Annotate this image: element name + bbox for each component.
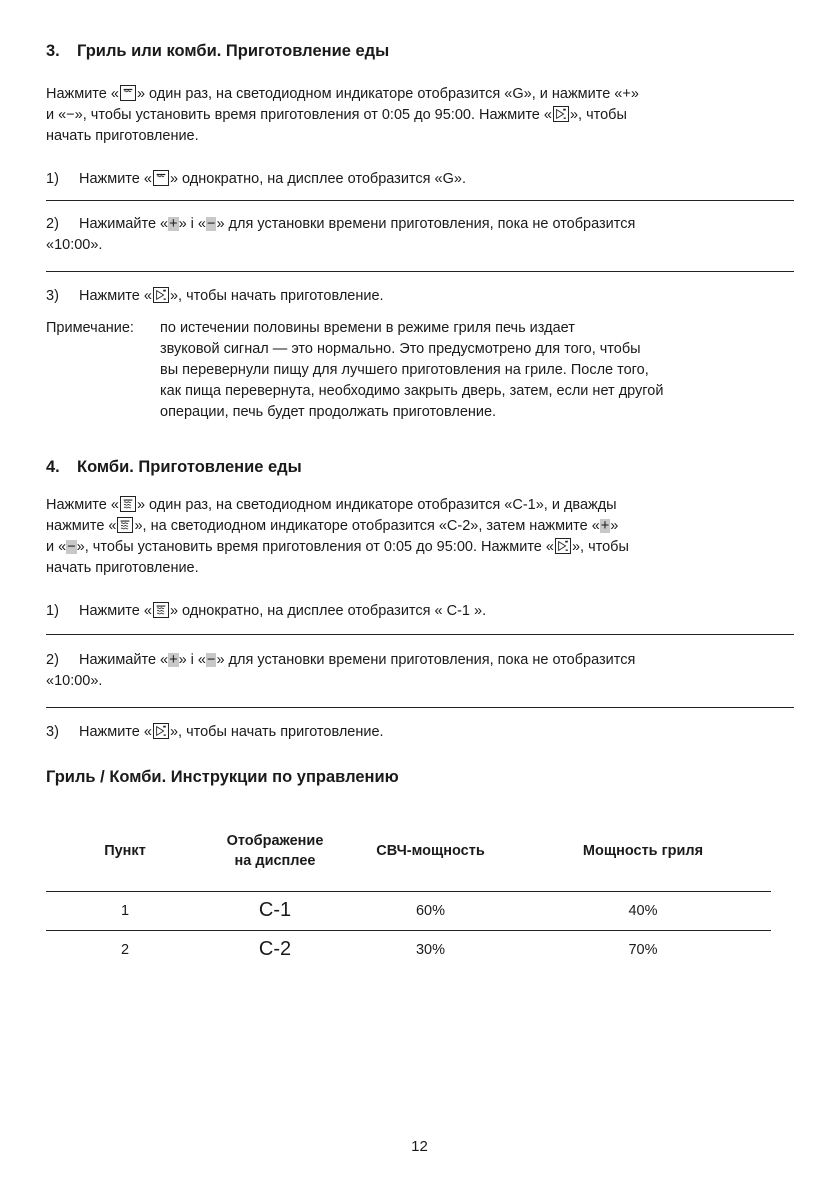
power-table xyxy=(46,812,771,969)
grill-button-icon xyxy=(153,170,169,186)
section-4-heading xyxy=(46,458,302,477)
section-4-intro: Нажмите « » один раз, на светодиодном индикаторе отобразится «С-1», и дважды нажмите « », на светодиодном индикаторе отобразится «С-2», затем нажмите «+» и «−», чтобы установить время приготовления от 0:05 до 95:00. Нажмите « », чтобы начать приготовление. xyxy=(46,497,629,576)
section-4-step-3: 3) Нажмите « », чтобы начать приготовление. xyxy=(46,724,384,740)
note-label: Примечание: xyxy=(46,320,134,336)
plus-key: + xyxy=(169,652,178,668)
section-3-intro: Нажмите « » один раз, на светодиодном индикаторе отобразится «G», и нажмите «+» и «−», чтобы установить время приготовления от 0:05 до 95:00. Нажмите « », чтобы начать приготовление. xyxy=(46,86,639,144)
start-button-icon xyxy=(153,723,169,739)
section-4-step-1: 1) Нажмите « » однократно, на дисплее отобразится « С-1 ». xyxy=(46,603,487,619)
divider xyxy=(46,271,794,272)
section-3-step-2: 2) Нажимайте «+» і «−» для установки времени приготовления, пока не отобразится «10:00». xyxy=(46,216,636,253)
minus-key: − xyxy=(207,216,216,232)
start-button-icon xyxy=(153,287,169,303)
note xyxy=(46,318,794,423)
col-item-header: Пункт xyxy=(104,843,146,860)
divider xyxy=(46,200,794,201)
table-heading: Гриль / Комби. Инструкции по управлению xyxy=(46,768,399,786)
minus-key: − xyxy=(207,652,216,668)
divider xyxy=(46,634,794,635)
combi-button-icon xyxy=(117,517,133,533)
cell-mw: 30% xyxy=(415,941,446,958)
start-button-icon xyxy=(553,106,569,122)
start-button-icon xyxy=(555,538,571,554)
col-mw-header: СВЧ-мощность xyxy=(376,843,485,860)
page-number: 12 xyxy=(411,1138,428,1155)
divider xyxy=(46,707,794,708)
cell-display: С-1 xyxy=(258,899,292,921)
grill-button-icon xyxy=(120,85,136,101)
section-4-number: 4. xyxy=(46,458,60,476)
cell-grill: 70% xyxy=(628,941,658,958)
cell-mw: 60% xyxy=(415,902,446,919)
cell-item: 2 xyxy=(120,941,130,958)
section-4-title: Комби. Приготовление еды xyxy=(77,458,302,476)
section-3-step-1: 1) Нажмите « » однократно, на дисплее отобразится «G». xyxy=(46,171,466,187)
table-row xyxy=(46,930,771,969)
cell-grill: 40% xyxy=(628,902,658,919)
plus-key: + xyxy=(169,216,178,232)
col-grill-header: Мощность гриля xyxy=(582,843,704,860)
section-3-step-3: 3) Нажмите « », чтобы начать приготовление. xyxy=(46,288,384,304)
plus-key: + xyxy=(600,518,610,534)
cell-item: 1 xyxy=(120,902,130,919)
table-header-row xyxy=(46,812,771,891)
section-4-step-2: 2) Нажимайте «+» і «−» для установки времени приготовления, пока не отобразится «10:00». xyxy=(46,652,636,689)
section-3-number: 3. xyxy=(46,42,60,60)
section-3-heading xyxy=(46,42,389,61)
cell-display: С-2 xyxy=(258,938,292,960)
section-3-title: Гриль или комби. Приготовление еды xyxy=(77,42,390,60)
col-display-header: Отображение на дисплее xyxy=(226,833,324,870)
note-text: по истечении половины времени в режиме гриля печь издает звуковой сигнал — это нормально. Это предусмотрено для того, чтобы вы перевернули пищу для лучшего приготовления на гриле. После того, как пища перевернута, необходимо закрыть дверь, затем, если нет другой операции, печь будет продолжать приготовление. xyxy=(160,320,664,420)
combi-button-icon xyxy=(120,496,136,512)
table-row xyxy=(46,891,771,930)
combi-button-icon xyxy=(153,602,169,618)
minus-key: − xyxy=(67,539,76,555)
